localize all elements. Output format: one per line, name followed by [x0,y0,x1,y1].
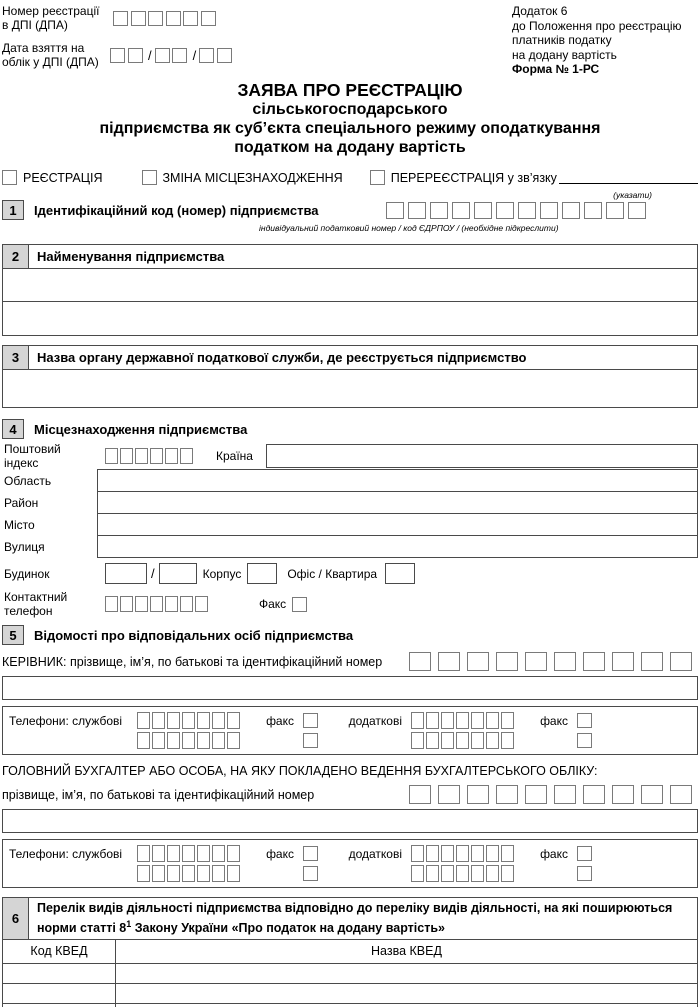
form-title-line: податком на додану вартість [234,139,466,156]
office-phone-boxes [137,712,245,729]
checkbox-cell[interactable] [409,785,431,804]
checkbox-cell[interactable] [496,652,518,671]
building-row [2,563,698,584]
checkbox-cell[interactable] [227,865,240,882]
reregistration-checkbox[interactable] [370,170,385,185]
checkbox-cell[interactable] [227,732,240,749]
checkbox-cell[interactable] [438,652,460,671]
checkbox-cell[interactable] [227,712,240,729]
district-label: Район [4,495,39,510]
checkbox-cell[interactable] [227,845,240,862]
checkbox-cell[interactable] [217,48,232,63]
checkbox-cell[interactable] [201,11,216,26]
checkbox-cell[interactable] [471,712,484,729]
district-row [2,491,698,514]
checkbox-cell[interactable] [441,845,454,862]
registration-number-label: Номер реєстрації в ДПІ (ДПА) [2,4,100,32]
section-number-badge: 1 [2,200,24,220]
building-number-input-2[interactable] [159,563,197,584]
checkbox-cell[interactable] [182,712,195,729]
checkbox-cell[interactable] [155,48,170,63]
checkbox-cell[interactable] [612,652,634,671]
date-day-boxes [110,48,145,63]
checkbox-cell[interactable] [128,48,143,63]
checkbox-cell[interactable] [183,11,198,26]
form-title-line: ЗАЯВА ПРО РЕЄСТРАЦІЮ [237,80,463,100]
checkbox-cell[interactable] [583,785,605,804]
director-name-input[interactable] [2,676,698,700]
checkbox-cell[interactable] [408,202,426,219]
checkbox-cell[interactable] [606,202,624,219]
checkbox-cell[interactable] [456,712,469,729]
section-3-title: Назва органу державної податкової служби, де реєструється підприємство [37,350,527,365]
kved-code-cell[interactable] [3,984,116,1003]
section-number-badge: 5 [2,625,24,645]
checkbox-cell[interactable] [612,785,634,804]
director-row [2,652,698,671]
reregistration-reason-line[interactable] [559,171,698,184]
checkbox-cell[interactable] [113,11,128,26]
checkbox-cell[interactable] [195,596,208,612]
checkbox-cell[interactable] [172,48,187,63]
checkbox-cell[interactable] [197,865,210,882]
section-2-title: Найменування підприємства [37,249,225,264]
checkbox-cell[interactable] [411,732,424,749]
checkbox-cell[interactable] [199,48,214,63]
registration-date-label: Дата взяття на облік у ДПІ (ДПА) [2,41,99,69]
checkbox-cell[interactable] [456,732,469,749]
checkbox-cell[interactable] [430,202,448,219]
checkbox-cell[interactable] [135,448,148,464]
checkbox-cell[interactable] [212,712,225,729]
checkbox-cell[interactable] [197,712,210,729]
location-change-label: ЗМІНА МІСЦЕЗНАХОДЖЕННЯ [162,170,343,185]
location-change-checkbox[interactable] [142,170,157,185]
form-title [2,80,698,157]
section-company-name [2,244,698,336]
option-location-change [142,170,343,185]
checkbox-cell[interactable] [137,712,150,729]
checkbox-cell[interactable] [426,865,439,882]
appendix-line: Додаток 6 [512,4,568,18]
checkbox-cell[interactable] [554,785,576,804]
checkbox-cell[interactable] [197,845,210,862]
country-label: Країна [216,449,253,463]
kved-table-header [3,940,697,964]
section-6-header [3,898,697,940]
checkbox-cell[interactable] [584,202,602,219]
fax-label: Факс [259,597,287,611]
phones-office-label: Телефони: службові [9,846,123,861]
appendix-note [512,4,682,77]
street-label: Вулиця [4,539,45,554]
country-input[interactable] [266,444,698,468]
accountant-id-boxes [402,785,692,804]
checkbox-cell[interactable] [386,202,404,219]
office-phone-boxes-2 [137,865,245,882]
checkbox-cell[interactable] [670,652,692,671]
checkbox-cell[interactable] [167,865,180,882]
checkbox-cell[interactable] [554,652,576,671]
region-input[interactable] [97,469,698,492]
director-phones-grid [9,712,697,749]
checkbox-cell[interactable] [426,712,439,729]
checkbox-cell[interactable] [540,202,558,219]
date-separator: / [192,47,197,63]
checkbox-cell[interactable] [105,448,118,464]
fax-checkbox[interactable] [303,733,318,748]
checkbox-cell[interactable] [474,202,492,219]
checkbox-cell[interactable] [456,865,469,882]
block-label: Корпус [202,566,242,581]
checkbox-cell[interactable] [486,865,499,882]
fax-checkbox[interactable] [577,713,592,728]
option-reregistration [370,170,698,185]
fax-label: факс [266,846,294,861]
checkbox-cell[interactable] [137,732,150,749]
appendix-line: до Положення про реєстрацію [512,18,682,33]
district-input[interactable] [97,491,698,514]
kved-table-row [3,984,697,1004]
kved-name-cell[interactable] [116,984,697,1003]
checkbox-cell[interactable] [182,845,195,862]
appendix-line: на додану вартість [512,47,617,62]
checkbox-cell[interactable] [452,202,470,219]
postal-index-boxes [105,448,195,464]
checkbox-cell[interactable] [486,732,499,749]
checkbox-cell[interactable] [135,596,148,612]
director-phones-block [2,706,698,755]
checkbox-cell[interactable] [426,732,439,749]
checkbox-cell[interactable] [501,845,514,862]
checkbox-cell[interactable] [212,732,225,749]
checkbox-cell[interactable] [167,845,180,862]
form-title-line: підприємства як суб’єкта спеціального режиму оподаткування [99,120,601,137]
section-number-badge: 2 [3,245,29,268]
address-rows [2,469,698,558]
checkbox-cell[interactable] [471,732,484,749]
specify-hint: (указати) [613,190,652,200]
date-separator: / [148,47,152,63]
checkbox-cell[interactable] [486,845,499,862]
building-separator: / [151,566,155,581]
checkbox-cell[interactable] [152,712,165,729]
section-4-header [2,419,698,439]
section-activity-types [2,897,698,1007]
checkbox-cell[interactable] [411,712,424,729]
date-month-boxes [155,48,190,63]
checkbox-cell[interactable] [180,596,193,612]
section-tax-authority [2,345,698,408]
checkbox-cell[interactable] [105,596,118,612]
checkbox-cell[interactable] [486,712,499,729]
checkbox-cell[interactable] [409,652,431,671]
form-number: Форма № 1-РС [512,62,600,76]
checkbox-cell[interactable] [501,732,514,749]
kved-code-header: Код КВЕД [3,940,116,963]
office-phone-boxes-2 [137,732,245,749]
section-responsible-persons [2,625,698,888]
registration-number-boxes [113,11,218,26]
checkbox-cell[interactable] [441,865,454,882]
section-number-badge: 3 [3,346,29,369]
postal-country-row [2,442,698,470]
fax-label: факс [540,846,568,861]
fax-checkbox[interactable] [303,713,318,728]
additional-phone-boxes [411,845,519,862]
section-5-title: Відомості про відповідальних осіб підприємства [34,627,354,643]
fax-checkbox[interactable] [577,733,592,748]
checkbox-cell[interactable] [496,202,514,219]
region-label: Область [4,473,52,488]
reregistration-label: ПЕРЕРЕЄСТРАЦІЯ у зв’язку [390,170,557,185]
checkbox-cell[interactable] [525,652,547,671]
accountant-phones-grid [9,845,697,882]
checkbox-cell[interactable] [137,845,150,862]
checkbox-cell[interactable] [501,712,514,729]
office-label: Офіс / Квартира [287,566,378,581]
director-id-boxes [402,652,692,671]
additional-phones-label: додаткові [348,713,402,728]
additional-phone-boxes [411,712,519,729]
kved-name-cell[interactable] [116,964,697,983]
checkbox-cell[interactable] [441,712,454,729]
checkbox-cell[interactable] [152,845,165,862]
checkbox-cell[interactable] [180,448,193,464]
additional-phones-label: додаткові [348,846,402,861]
section-id-code [2,200,698,233]
section-number-badge: 6 [3,898,29,939]
checkbox-cell[interactable] [167,712,180,729]
section-1-header [2,200,698,220]
checkbox-cell[interactable] [131,11,146,26]
contact-phone-label: Контактний телефон [4,590,68,618]
checkbox-cell[interactable] [120,448,133,464]
street-input[interactable] [97,535,698,558]
checkbox-cell[interactable] [212,865,225,882]
section-2-header [3,245,697,269]
checkbox-cell[interactable] [182,865,195,882]
registration-checkbox[interactable] [2,170,17,185]
accountant-phones-block [2,839,698,888]
company-name-input-row-1[interactable] [3,269,697,302]
director-label: КЕРІВНИК: прізвище, ім’я, по батькові та ідентифікаційний номер [2,654,383,669]
section-4-title: Місцезнаходження підприємства [34,421,248,437]
checkbox-cell[interactable] [150,596,163,612]
checkbox-cell[interactable] [641,785,663,804]
checkbox-cell[interactable] [471,845,484,862]
contact-phone-row [2,590,698,618]
tax-authority-input-row[interactable] [3,370,697,407]
checkbox-cell[interactable] [152,732,165,749]
form-header [2,4,698,76]
checkbox-cell[interactable] [628,202,646,219]
superscript-1: 1 [126,918,132,929]
city-label: Місто [4,517,35,532]
checkbox-cell[interactable] [110,48,125,63]
checkbox-cell[interactable] [152,865,165,882]
checkbox-cell[interactable] [583,652,605,671]
checkbox-cell[interactable] [182,732,195,749]
contact-phone-boxes [105,596,210,612]
additional-phone-boxes-2 [411,732,519,749]
checkbox-cell[interactable] [150,448,163,464]
checkbox-cell[interactable] [411,845,424,862]
date-year-boxes [199,48,234,63]
accountant-sub-label: прізвище, ім’я, по батькові та ідентифікаційний номер [2,787,315,802]
company-name-input-row-2[interactable] [3,302,697,335]
checkbox-cell[interactable] [670,785,692,804]
section-number-badge: 4 [2,419,24,439]
id-code-boxes [382,202,646,219]
registration-label: РЕЄСТРАЦІЯ [23,170,103,185]
checkbox-cell[interactable] [467,652,489,671]
fax-checkbox[interactable] [303,846,318,861]
section-6-title: Перелік видів діяльності підприємства відповідно до переліку видів діяльності, на які поширюються норми статті $8^1$ Закону України «Про податок на додану вартість» [37,901,673,935]
appendix-line: платників податку [512,33,612,47]
fax-label: факс [540,713,568,728]
checkbox-cell[interactable] [411,865,424,882]
form-title-line: сільськогосподарського [252,101,448,118]
checkbox-cell[interactable] [148,11,163,26]
fax-checkbox[interactable] [292,597,307,612]
checkbox-cell[interactable] [438,785,460,804]
checkbox-cell[interactable] [641,652,663,671]
checkbox-cell[interactable] [501,865,514,882]
building-label: Будинок [4,566,50,581]
checkbox-cell[interactable] [525,785,547,804]
checkbox-cell[interactable] [441,732,454,749]
checkbox-cell[interactable] [166,11,181,26]
street-row [2,535,698,558]
checkbox-cell[interactable] [137,865,150,882]
fax-label: факс [266,713,294,728]
checkbox-cell[interactable] [167,732,180,749]
checkbox-cell[interactable] [197,732,210,749]
region-row [2,469,698,492]
kved-table-row [3,964,697,984]
kved-code-cell[interactable] [3,964,116,983]
option-registration [2,170,103,185]
checkbox-cell[interactable] [496,785,518,804]
office-phone-boxes [137,845,245,862]
block-input[interactable] [247,563,277,584]
building-number-input[interactable] [105,563,147,584]
city-row [2,513,698,536]
section-3-header [3,346,697,370]
phones-office-label: Телефони: службові [9,713,123,728]
checkbox-cell[interactable] [456,845,469,862]
checkbox-cell[interactable] [518,202,536,219]
checkbox-cell[interactable] [471,865,484,882]
checkbox-cell[interactable] [165,596,178,612]
checkbox-cell[interactable] [120,596,133,612]
section-5-header [2,625,698,645]
accountant-name-input[interactable] [2,809,698,833]
kved-name-header: Назва КВЕД [371,944,442,959]
section-1-title: Ідентифікаційний код (номер) підприємства [34,202,319,218]
checkbox-cell[interactable] [212,845,225,862]
city-input[interactable] [97,513,698,536]
fax-checkbox[interactable] [577,866,592,881]
section-location [2,419,698,618]
accountant-label: ГОЛОВНИЙ БУХГАЛТЕР АБО ОСОБА, НА ЯКУ ПОКЛАДЕНО ВЕДЕННЯ БУХГАЛТЕРСЬКОГО ОБЛІКУ: [2,764,598,778]
application-type-row [2,170,698,200]
checkbox-cell[interactable] [426,845,439,862]
accountant-row [2,785,698,804]
checkbox-cell[interactable] [467,785,489,804]
postal-index-label: Поштовий індекс [4,442,61,470]
fax-checkbox[interactable] [303,866,318,881]
fax-checkbox[interactable] [577,846,592,861]
additional-phone-boxes-2 [411,865,519,882]
checkbox-cell[interactable] [165,448,178,464]
id-code-caption: індивідуальний податковий номер / код ЄДРПОУ / (необхідне підкреслити) [259,223,559,233]
kved-table-body [3,964,697,1007]
office-input[interactable] [385,563,415,584]
checkbox-cell[interactable] [562,202,580,219]
